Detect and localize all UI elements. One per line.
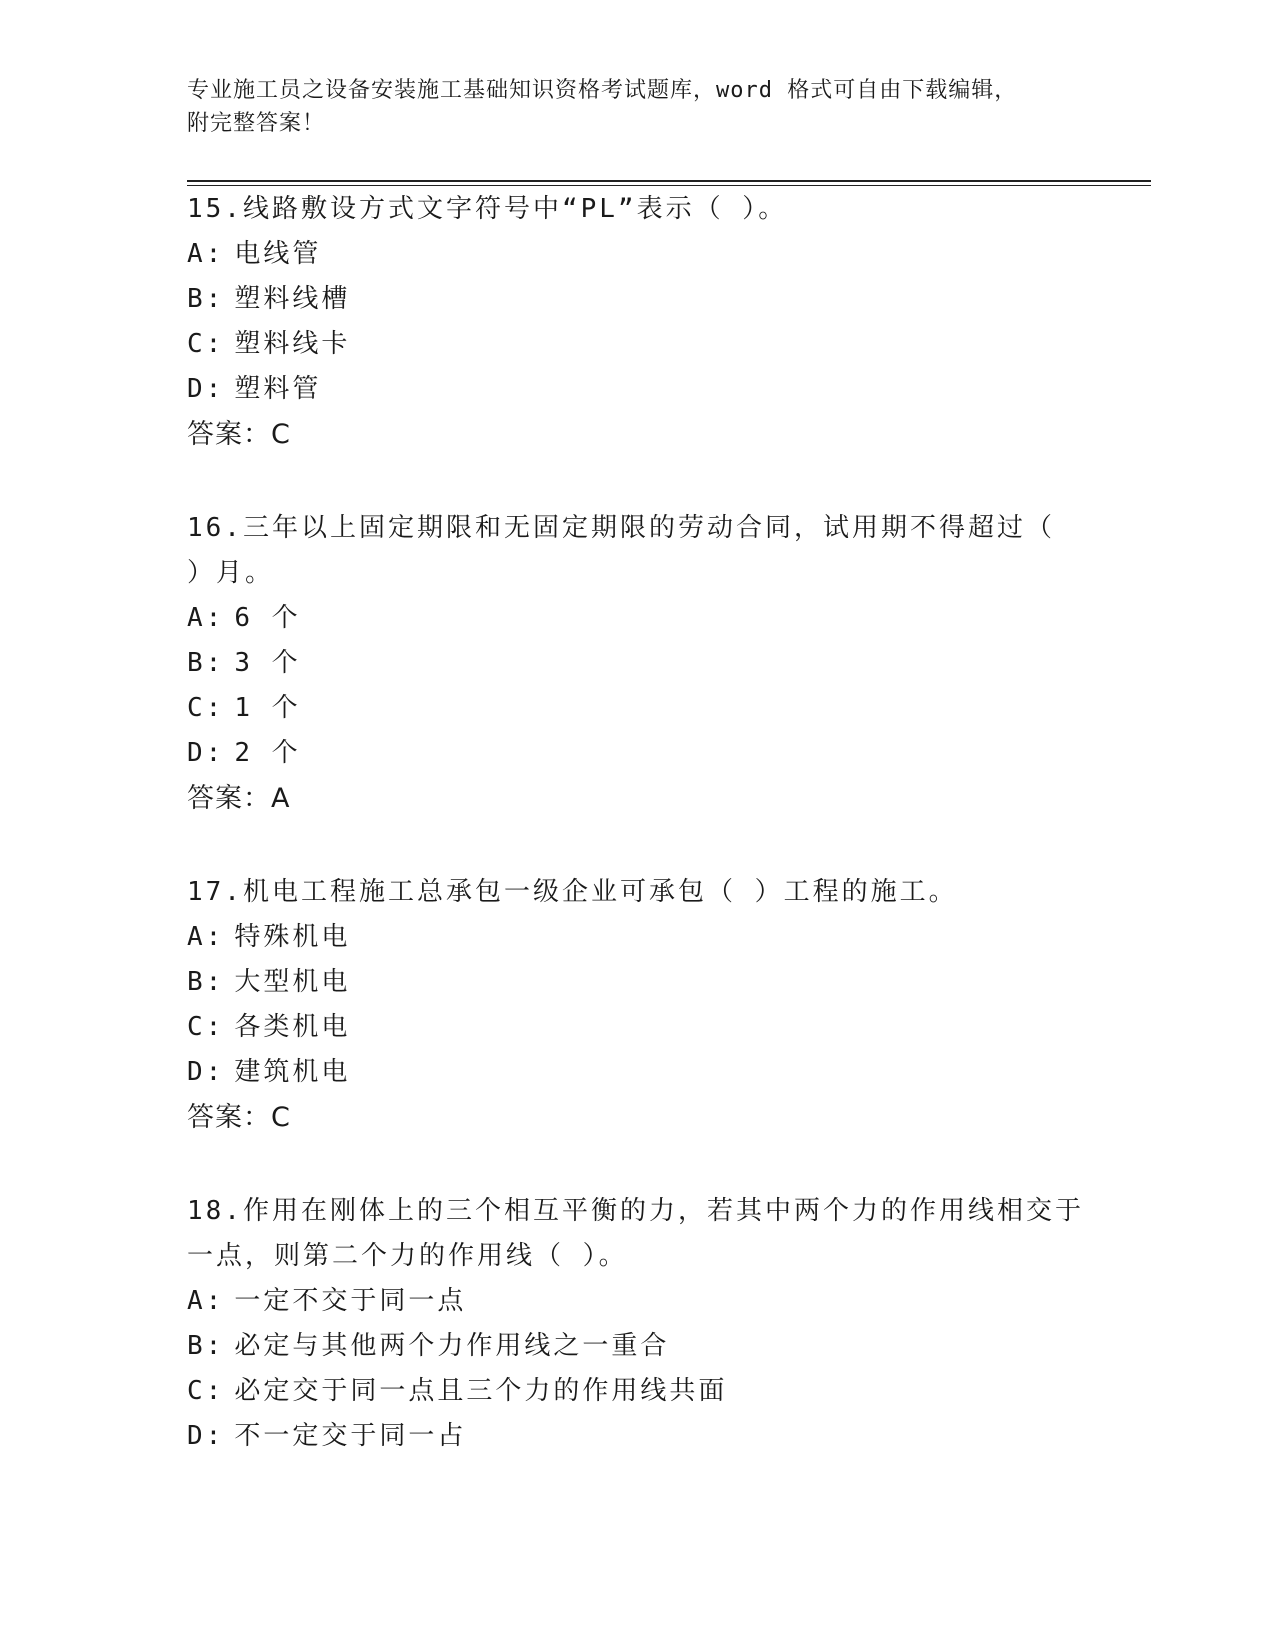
option-text: 一定不交于同一点 bbox=[234, 1286, 467, 1316]
option-a bbox=[187, 915, 1107, 960]
option-d bbox=[187, 731, 1107, 776]
option-b bbox=[187, 1324, 1107, 1369]
question-17 bbox=[187, 870, 1107, 1141]
header-divider-thick bbox=[187, 180, 1151, 182]
option-b bbox=[187, 277, 1107, 322]
option-label: C: bbox=[187, 1376, 225, 1406]
document-header bbox=[187, 74, 1087, 140]
option-b bbox=[187, 641, 1107, 686]
option-text: 1 个 bbox=[234, 693, 301, 723]
header-line-1: 专业施工员之设备安装施工基础知识资格考试题库，word 格式可自由下载编辑， bbox=[187, 78, 1018, 103]
option-d bbox=[187, 367, 1107, 412]
option-c bbox=[187, 1005, 1107, 1050]
option-label: B: bbox=[187, 967, 225, 997]
option-d bbox=[187, 1414, 1107, 1459]
option-text: 2 个 bbox=[234, 738, 301, 768]
option-label: D: bbox=[187, 1421, 225, 1451]
option-b bbox=[187, 960, 1107, 1005]
option-label: B: bbox=[187, 284, 225, 314]
option-text: 建筑机电 bbox=[234, 1057, 351, 1087]
option-text: 塑料线卡 bbox=[234, 329, 351, 359]
option-text: 必定交于同一点且三个力的作用线共面 bbox=[234, 1376, 728, 1406]
question-16 bbox=[187, 506, 1107, 822]
option-a bbox=[187, 1279, 1107, 1324]
question-15 bbox=[187, 187, 1107, 458]
option-text: 塑料管 bbox=[234, 374, 322, 404]
option-text: 3 个 bbox=[234, 648, 301, 678]
option-d bbox=[187, 1050, 1107, 1095]
header-divider-thin bbox=[187, 185, 1151, 186]
question-stem-continued: ）月。 bbox=[187, 558, 275, 588]
answer-line: 答案：C bbox=[187, 1102, 291, 1133]
option-label: C: bbox=[187, 693, 225, 723]
option-label: B: bbox=[187, 1331, 225, 1361]
question-stem-continued: 一点，则第二个力的作用线（ ）。 bbox=[187, 1241, 628, 1271]
header-line-2: 附完整答案！ bbox=[187, 111, 326, 136]
option-text: 特殊机电 bbox=[234, 922, 351, 952]
option-text: 各类机电 bbox=[234, 1012, 351, 1042]
option-label: A: bbox=[187, 603, 225, 633]
option-text: 电线管 bbox=[234, 239, 322, 269]
option-text: 6 个 bbox=[234, 603, 301, 633]
option-label: B: bbox=[187, 648, 225, 678]
question-18 bbox=[187, 1189, 1107, 1459]
option-label: D: bbox=[187, 738, 225, 768]
option-text: 塑料线槽 bbox=[234, 284, 351, 314]
answer-line: 答案：C bbox=[187, 419, 291, 450]
answer-line: 答案：A bbox=[187, 783, 291, 814]
question-stem: 18.作用在刚体上的三个相互平衡的力，若其中两个力的作用线相交于 bbox=[187, 1196, 1084, 1226]
option-text: 必定与其他两个力作用线之一重合 bbox=[234, 1331, 670, 1361]
option-c bbox=[187, 686, 1107, 731]
option-label: C: bbox=[187, 1012, 225, 1042]
option-text: 大型机电 bbox=[234, 967, 351, 997]
option-label: D: bbox=[187, 374, 225, 404]
option-label: A: bbox=[187, 1286, 225, 1316]
option-label: D: bbox=[187, 1057, 225, 1087]
option-text: 不一定交于同一占 bbox=[234, 1421, 467, 1451]
question-stem: 16.三年以上固定期限和无固定期限的劳动合同，试用期不得超过（ bbox=[187, 513, 1055, 543]
question-stem: 15.线路敷设方式文字符号中“PL”表示（ ）。 bbox=[187, 194, 788, 224]
question-stem: 17.机电工程施工总承包一级企业可承包（ ）工程的施工。 bbox=[187, 877, 958, 907]
option-c bbox=[187, 322, 1107, 367]
option-a bbox=[187, 596, 1107, 641]
option-label: A: bbox=[187, 922, 225, 952]
option-c bbox=[187, 1369, 1107, 1414]
option-label: C: bbox=[187, 329, 225, 359]
option-a bbox=[187, 232, 1107, 277]
option-label: A: bbox=[187, 239, 225, 269]
